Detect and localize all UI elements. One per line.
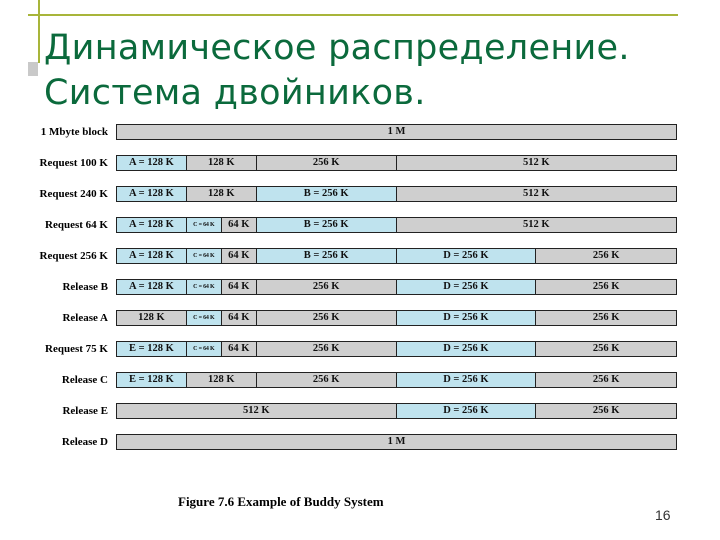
free-block: 256 K xyxy=(536,373,676,387)
memory-bar xyxy=(116,403,677,419)
free-block: 256 K xyxy=(257,280,397,294)
allocated-block: B = 256 K xyxy=(257,187,397,201)
free-block: 128 K xyxy=(117,311,187,325)
free-block: 256 K xyxy=(257,342,397,356)
figure-caption: Figure 7.6 Example of Buddy System xyxy=(178,494,384,509)
memory-bar xyxy=(116,217,677,233)
allocated-block: A = 128 K xyxy=(117,156,187,170)
allocated-block: A = 128 K xyxy=(117,249,187,263)
allocated-block: D = 256 K xyxy=(397,342,537,356)
row-label: Request 240 K xyxy=(39,188,108,200)
free-block: 512 K xyxy=(397,218,677,232)
free-block: 256 K xyxy=(536,342,676,356)
free-block: 512 K xyxy=(397,187,677,201)
free-block: 1 M xyxy=(117,125,676,139)
slide-title-line-2: Система двойников. xyxy=(44,73,426,113)
allocated-block: E = 128 K xyxy=(117,342,187,356)
row-label: Release D xyxy=(61,436,108,448)
free-block: 64 K xyxy=(222,280,257,294)
allocated-block: D = 256 K xyxy=(397,249,537,263)
memory-bar xyxy=(116,248,677,264)
free-block: 128 K xyxy=(187,156,257,170)
memory-bar xyxy=(116,341,677,357)
row-label: Release B xyxy=(62,281,108,293)
row-label: Request 256 K xyxy=(39,250,108,262)
allocated-block: A = 128 K xyxy=(117,280,187,294)
allocated-block: C = 64 K xyxy=(187,249,222,263)
memory-bar xyxy=(116,279,677,295)
allocated-block: C = 64 K xyxy=(187,218,222,232)
free-block: 64 K xyxy=(222,218,257,232)
row-label: Release E xyxy=(62,405,108,417)
allocated-block: A = 128 K xyxy=(117,187,187,201)
allocated-block: D = 256 K xyxy=(397,311,537,325)
allocated-block: B = 256 K xyxy=(257,249,397,263)
free-block: 128 K xyxy=(187,373,257,387)
free-block: 64 K xyxy=(222,342,257,356)
free-block: 512 K xyxy=(397,156,677,170)
free-block: 256 K xyxy=(536,404,676,418)
memory-bar xyxy=(116,124,677,140)
allocated-block: C = 64 K xyxy=(187,280,222,294)
allocated-block: C = 64 K xyxy=(187,342,222,356)
free-block: 256 K xyxy=(257,156,397,170)
free-block: 1 M xyxy=(117,435,676,449)
free-block: 512 K xyxy=(117,404,397,418)
free-block: 256 K xyxy=(536,280,676,294)
allocated-block: E = 128 K xyxy=(117,373,187,387)
allocated-block: A = 128 K xyxy=(117,218,187,232)
memory-bar xyxy=(116,186,677,202)
free-block: 256 K xyxy=(257,373,397,387)
memory-bar xyxy=(116,372,677,388)
free-block: 64 K xyxy=(222,311,257,325)
row-label: Release A xyxy=(62,312,108,324)
free-block: 256 K xyxy=(536,249,676,263)
memory-bar xyxy=(116,310,677,326)
row-label: Request 64 K xyxy=(45,219,108,231)
free-block: 256 K xyxy=(536,311,676,325)
row-label: 1 Mbyte block xyxy=(40,126,108,138)
allocated-block: C = 64 K xyxy=(187,311,222,325)
memory-bar xyxy=(116,155,677,171)
allocated-block: D = 256 K xyxy=(397,280,537,294)
free-block: 64 K xyxy=(222,249,257,263)
row-label: Request 100 K xyxy=(39,157,108,169)
free-block: 128 K xyxy=(187,187,257,201)
allocated-block: D = 256 K xyxy=(397,373,537,387)
memory-bar xyxy=(116,434,677,450)
row-label: Release C xyxy=(61,374,108,386)
page-number: 16 xyxy=(655,507,671,523)
slide-title-line-1: Динамическое распределение. xyxy=(44,28,630,68)
allocated-block: D = 256 K xyxy=(397,404,537,418)
allocated-block: B = 256 K xyxy=(257,218,397,232)
row-label: Request 75 K xyxy=(45,343,108,355)
free-block: 256 K xyxy=(257,311,397,325)
